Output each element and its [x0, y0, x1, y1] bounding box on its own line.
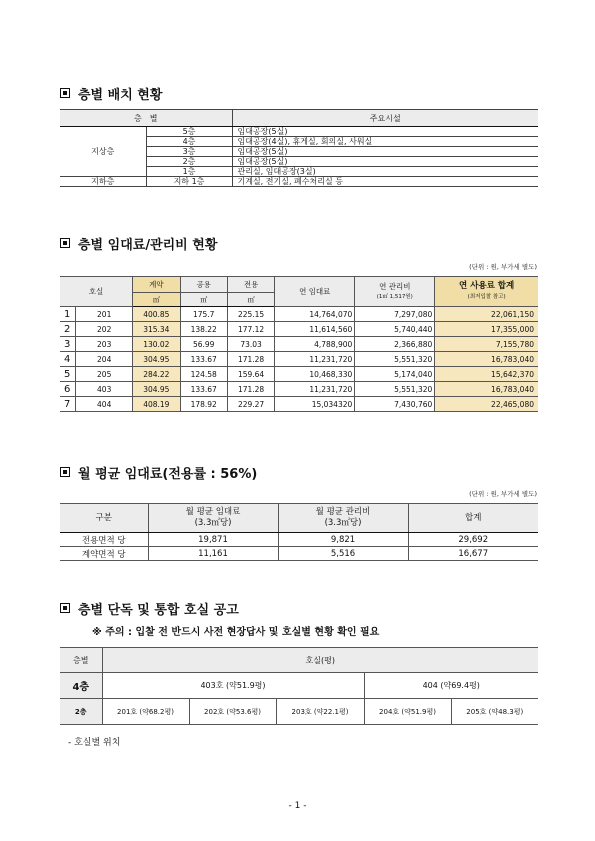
header-annual-mgmt	[355, 277, 435, 307]
annual-total: 17,355,000	[435, 322, 538, 337]
row-number: 1	[60, 307, 76, 322]
header-total-sub: (최저입찰 참고)	[467, 293, 506, 300]
table-row	[60, 533, 538, 547]
floor-label: 지하 1층	[146, 177, 232, 187]
table-header-row	[60, 277, 538, 293]
room-announcement-table	[60, 647, 538, 725]
room-cell: 204호 (약51.9평)	[364, 699, 451, 725]
room-cell: 205호 (약48.3평)	[451, 699, 538, 725]
square-bullet-icon	[60, 88, 70, 98]
annual-total: 16,783,040	[435, 352, 538, 367]
common-area: 56.99	[180, 337, 227, 352]
row-number: 4	[60, 352, 76, 367]
exclusive-area: 171.28	[227, 352, 274, 367]
header-total	[435, 277, 538, 307]
annual-mgmt: 5,740,440	[355, 322, 435, 337]
header-contract: 계약	[133, 277, 180, 293]
header-monthly-mgmt-label: 월 평균 관리비	[315, 507, 371, 517]
header-annual-rent: 연 임대료	[275, 277, 355, 307]
header-floor: 층별	[60, 648, 102, 673]
table-row	[60, 673, 538, 699]
header-monthly-mgmt-sub: (3.3㎡당)	[324, 518, 362, 528]
room-location-note: - 호실별 위치	[68, 738, 121, 748]
header-total: 합계	[408, 504, 538, 533]
annual-rent: 10,468,330	[275, 367, 355, 382]
annual-rent: 11,231,720	[275, 382, 355, 397]
common-area: 133.67	[180, 352, 227, 367]
floor-label: 5층	[146, 127, 232, 137]
room-cell: 403호 (약51.9평)	[102, 673, 364, 699]
table-row	[60, 337, 538, 352]
unit-note: (단위 : 원, 부가세 별도)	[469, 263, 537, 271]
room-number: 201	[76, 307, 133, 322]
exclusive-area: 229.27	[227, 397, 274, 412]
header-annual-mgmt-label: 연 관리비	[379, 281, 411, 291]
monthly-rent: 19,871	[148, 533, 278, 547]
annual-mgmt: 5,551,320	[355, 382, 435, 397]
monthly-rent: 11,161	[148, 547, 278, 561]
header-category: 구분	[60, 504, 148, 533]
row-label: 계약면적 당	[60, 547, 148, 561]
square-bullet-icon	[60, 467, 70, 477]
header-monthly-mgmt	[278, 504, 408, 533]
exclusive-area: 225.15	[227, 307, 274, 322]
row-number: 5	[60, 367, 76, 382]
contract-area: 304.95	[133, 352, 180, 367]
row-number: 2	[60, 322, 76, 337]
table-header-row	[60, 504, 538, 533]
annual-rent: 11,231,720	[275, 352, 355, 367]
floor-label: 2층	[60, 699, 102, 725]
annual-mgmt: 7,297,080	[355, 307, 435, 322]
room-cell: 202호 (약53.6평)	[189, 699, 276, 725]
annual-total: 7,155,780	[435, 337, 538, 352]
exclusive-area: 159.64	[227, 367, 274, 382]
header-monthly-rent	[148, 504, 278, 533]
contract-area: 130.02	[133, 337, 180, 352]
common-area: 124.58	[180, 367, 227, 382]
header-room: 호실	[60, 277, 133, 307]
annual-mgmt: 5,174,040	[355, 367, 435, 382]
unit-note: (단위 : 원, 부가세 별도)	[469, 490, 537, 498]
floor-layout-table	[60, 109, 538, 187]
contract-area: 284.22	[133, 367, 180, 382]
room-number: 203	[76, 337, 133, 352]
unit-sqm: ㎡	[227, 293, 274, 307]
header-total-label: 연 사용료 합계	[459, 280, 515, 291]
floor-label: 4층	[60, 673, 102, 699]
floor-label: 2층	[146, 157, 232, 167]
rent-management-table	[60, 276, 538, 412]
header-monthly-rent-sub: (3.3㎡당)	[194, 518, 232, 528]
monthly-mgmt: 9,821	[278, 533, 408, 547]
header-rooms: 호실(평)	[102, 648, 538, 673]
header-common: 공용	[180, 277, 227, 293]
table-row	[60, 177, 538, 187]
annual-mgmt: 7,430,760	[355, 397, 435, 412]
facility-cell: 기계실, 전기실, 폐수처리실 등	[232, 177, 538, 187]
header-annual-mgmt-sub: (1㎡ 1,517원)	[376, 293, 413, 300]
table-row	[60, 397, 538, 412]
exclusive-area: 177.12	[227, 322, 274, 337]
floor-label: 4층	[146, 137, 232, 147]
section1-title: 층별 배치 현황	[60, 84, 162, 103]
annual-rent: 15,034320	[275, 397, 355, 412]
row-number: 6	[60, 382, 76, 397]
unit-sqm: ㎡	[180, 293, 227, 307]
monthly-average-table	[60, 503, 538, 561]
common-area: 133.67	[180, 382, 227, 397]
monthly-total: 29,692	[408, 533, 538, 547]
exclusive-area: 171.28	[227, 382, 274, 397]
contract-area: 408.19	[133, 397, 180, 412]
exclusive-area: 73.03	[227, 337, 274, 352]
room-number: 202	[76, 322, 133, 337]
annual-total: 22,465,080	[435, 397, 538, 412]
table-header-row	[60, 110, 538, 127]
floor-label: 3층	[146, 147, 232, 157]
table-row	[60, 699, 538, 725]
table-row	[60, 307, 538, 322]
table-row	[60, 322, 538, 337]
row-label: 전용면적 당	[60, 533, 148, 547]
table-header-row	[60, 648, 538, 673]
facility-cell: 임대공장(5실)	[232, 147, 538, 157]
table-row	[60, 127, 538, 137]
notice-text: ※ 주의 : 입찰 전 반드시 사전 현장답사 및 호실별 현황 확인 필요	[92, 627, 380, 638]
annual-total: 15,642,370	[435, 367, 538, 382]
room-number: 404	[76, 397, 133, 412]
room-number: 204	[76, 352, 133, 367]
header-exclusive: 전용	[227, 277, 274, 293]
annual-total: 22,061,150	[435, 307, 538, 322]
facility-cell: 관리실, 임대공장(3실)	[232, 167, 538, 177]
annual-mgmt: 5,551,320	[355, 352, 435, 367]
annual-rent: 14,764,070	[275, 307, 355, 322]
floor-label: 1층	[146, 167, 232, 177]
contract-area: 304.95	[133, 382, 180, 397]
annual-mgmt: 2,366,880	[355, 337, 435, 352]
annual-rent: 4,788,900	[275, 337, 355, 352]
row-number: 3	[60, 337, 76, 352]
header-floor: 층 별	[60, 110, 232, 127]
facility-cell: 임대공장(5실)	[232, 127, 538, 137]
facility-cell: 임대공장(5실)	[232, 157, 538, 167]
table-row	[60, 367, 538, 382]
contract-area: 400.85	[133, 307, 180, 322]
square-bullet-icon	[60, 603, 70, 613]
room-number: 403	[76, 382, 133, 397]
table-row	[60, 547, 538, 561]
header-monthly-rent-label: 월 평균 임대료	[185, 507, 241, 517]
square-bullet-icon	[60, 238, 70, 248]
page-number: - 1 -	[288, 801, 307, 811]
contract-area: 315.34	[133, 322, 180, 337]
facility-cell: 임대공장(4실), 휴게실, 회의실, 사워실	[232, 137, 538, 147]
table-row	[60, 352, 538, 367]
annual-total: 16,783,040	[435, 382, 538, 397]
room-cell: 404 (약69.4평)	[364, 673, 538, 699]
header-facility: 주요시설	[232, 110, 538, 127]
section2-title: 층별 임대료/관리비 현황	[60, 234, 217, 253]
group-above-ground: 지상층	[60, 127, 146, 177]
common-area: 178.92	[180, 397, 227, 412]
table-row	[60, 382, 538, 397]
room-number: 205	[76, 367, 133, 382]
room-cell: 201호 (약68.2평)	[102, 699, 189, 725]
room-cell: 203호 (약22.1평)	[276, 699, 364, 725]
unit-sqm: ㎡	[133, 293, 180, 307]
section4-title: 층별 단독 및 통합 호실 공고	[60, 599, 239, 618]
monthly-total: 16,677	[408, 547, 538, 561]
common-area: 138.22	[180, 322, 227, 337]
section3-title: 월 평균 임대료(전용률 : 56%)	[60, 463, 257, 482]
annual-rent: 11,614,560	[275, 322, 355, 337]
group-below-ground: 지하층	[60, 177, 146, 187]
row-number: 7	[60, 397, 76, 412]
monthly-mgmt: 5,516	[278, 547, 408, 561]
common-area: 175.7	[180, 307, 227, 322]
